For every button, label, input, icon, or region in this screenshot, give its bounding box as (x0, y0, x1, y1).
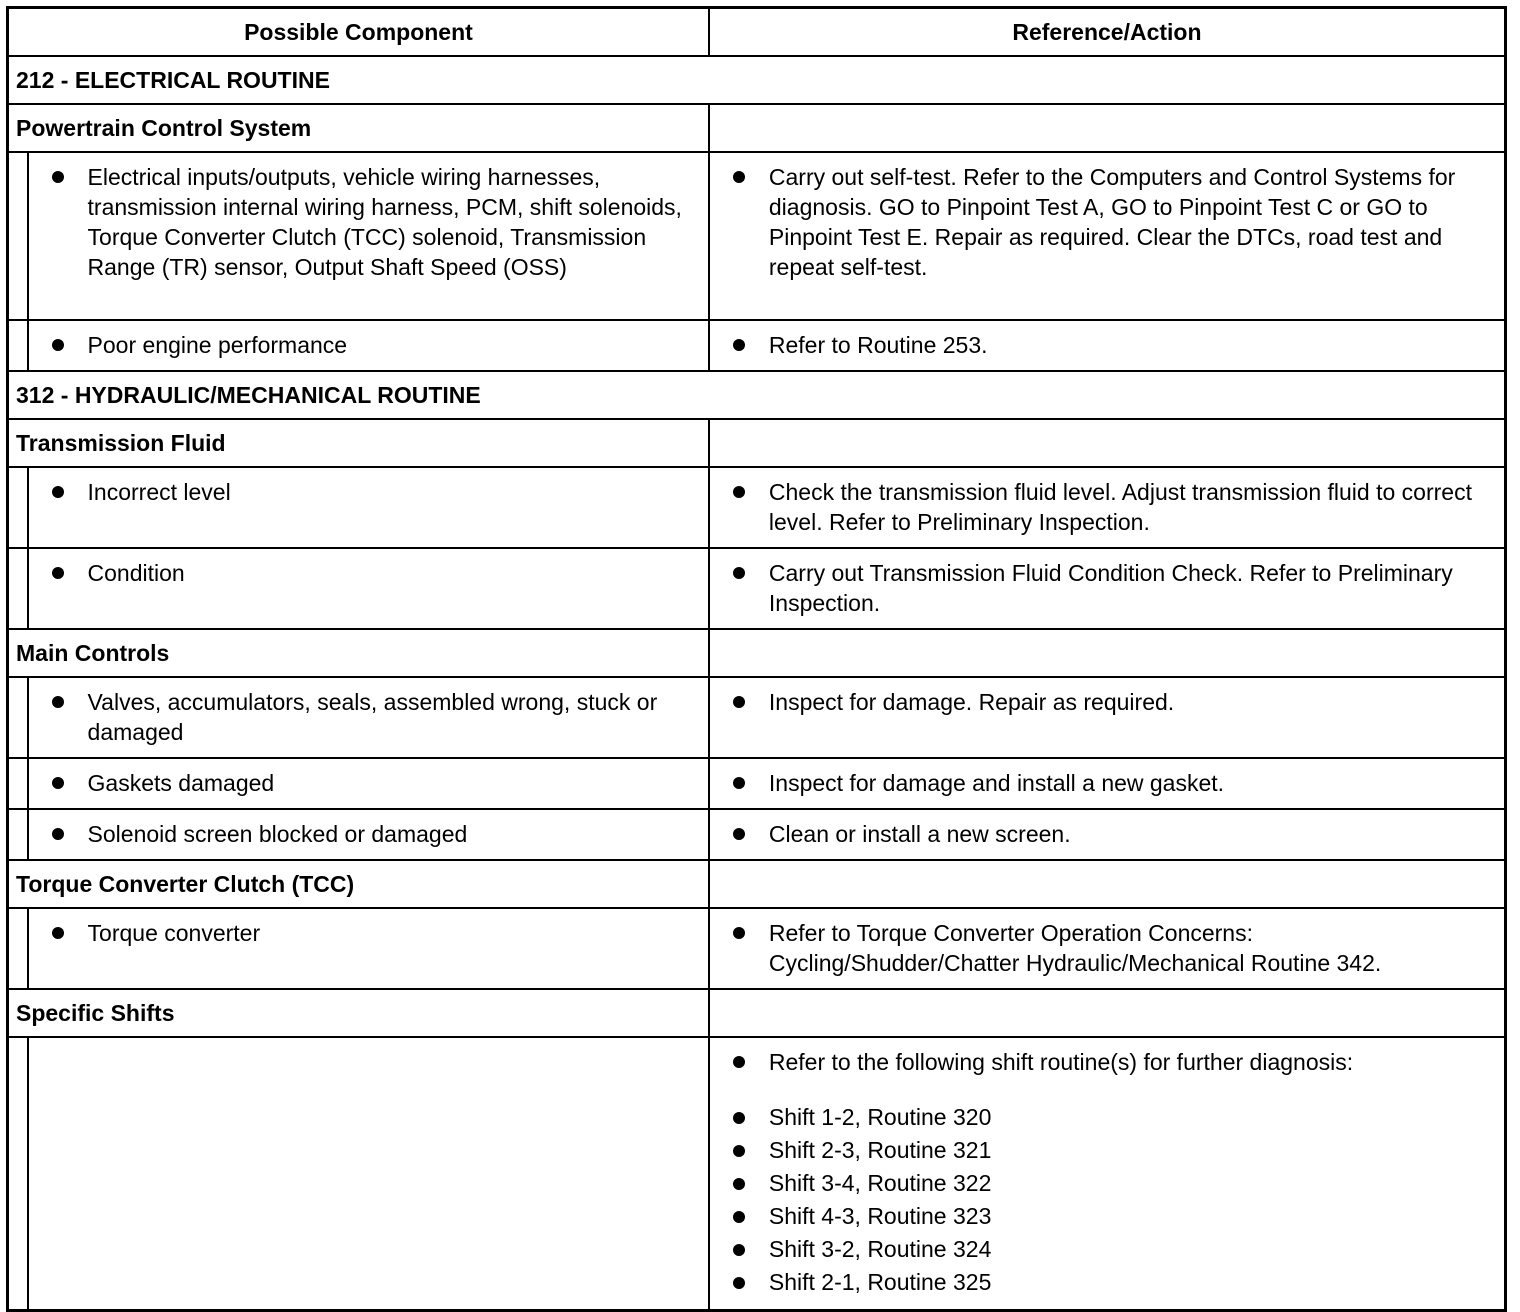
header-possible-component: Possible Component (8, 8, 709, 57)
group-row (8, 989, 1506, 1037)
table-row (8, 320, 1506, 371)
shift-routine-text: Shift 2-3, Routine 321 (768, 1137, 992, 1163)
empty-cell (709, 629, 1506, 677)
action-text: Refer to Routine 253. (768, 332, 988, 358)
empty-cell (709, 860, 1506, 908)
list-item (729, 768, 1492, 798)
bullet-icon (733, 1112, 745, 1124)
list-item (729, 819, 1492, 849)
table-row (8, 908, 1506, 989)
section-row (8, 56, 1506, 104)
action-text: Inspect for damage and install a new gasket. (768, 770, 1225, 796)
component-text: Torque converter (87, 920, 261, 946)
group-title-main-controls: Main Controls (8, 629, 709, 677)
table-row (8, 677, 1506, 758)
bullet-icon (733, 567, 745, 579)
list-item (729, 1233, 1492, 1266)
list-item (729, 558, 1492, 618)
action-cell (709, 548, 1506, 629)
component-text: Condition (87, 560, 185, 586)
table-row (8, 467, 1506, 548)
component-cell (28, 758, 709, 809)
component-cell (28, 152, 709, 320)
bullet-icon (733, 828, 745, 840)
action-text: Refer to Torque Converter Operation Concerns: Cycling/Shudder/Chatter Hydraulic/Mechanical Routine 342. (768, 920, 1382, 976)
empty-cell (709, 989, 1506, 1037)
list-item (729, 477, 1492, 537)
table-row (8, 548, 1506, 629)
bullet-icon (52, 828, 64, 840)
bullet-icon (733, 1244, 745, 1256)
list-item (48, 330, 696, 360)
action-text: Carry out Transmission Fluid Condition Check. Refer to Preliminary Inspection. (768, 560, 1453, 616)
indent-cell (8, 908, 28, 989)
action-cell (709, 758, 1506, 809)
bullet-icon (733, 1145, 745, 1157)
indent-cell (8, 152, 28, 320)
list-item (48, 819, 696, 849)
action-cell (709, 152, 1506, 320)
action-cell (709, 467, 1506, 548)
indent-cell (8, 677, 28, 758)
bullet-icon (733, 339, 745, 351)
bullet-icon (52, 567, 64, 579)
list-item (48, 558, 696, 588)
empty-cell (709, 104, 1506, 152)
group-title-specific-shifts: Specific Shifts (8, 989, 709, 1037)
bullet-icon (52, 927, 64, 939)
group-title-powertrain: Powertrain Control System (8, 104, 709, 152)
list-item (729, 1047, 1492, 1077)
table-row (8, 152, 1506, 320)
action-text: Clean or install a new screen. (768, 821, 1071, 847)
section-title-electrical: 212 - ELECTRICAL ROUTINE (8, 56, 1506, 104)
component-text: Electrical inputs/outputs, vehicle wiring harnesses, transmission internal wiring harness, PCM, shift solenoids, Torque Converter Clutch (TCC) solenoid, Transmission Range (TR) sensor, Output Shaft Speed (OSS) (87, 164, 682, 280)
bullet-icon (733, 486, 745, 498)
table-row (8, 809, 1506, 860)
component-text: Solenoid screen blocked or damaged (87, 821, 468, 847)
bullet-icon (733, 1211, 745, 1223)
action-text: Carry out self-test. Refer to the Computers and Control Systems for diagnosis. GO to Pinpoint Test A, GO to Pinpoint Test C or GO to Pinpoint Test E. Repair as required. Clear the DTCs, road test and repeat self-test. (768, 164, 1456, 280)
component-text: Valves, accumulators, seals, assembled wrong, stuck or damaged (87, 689, 658, 745)
group-row (8, 860, 1506, 908)
action-cell (709, 320, 1506, 371)
section-title-hydraulic: 312 - HYDRAULIC/MECHANICAL ROUTINE (8, 371, 1506, 419)
list-item (729, 1101, 1492, 1134)
diagnosis-table (6, 6, 1507, 1312)
list-item (48, 768, 696, 798)
group-title-tcc: Torque Converter Clutch (TCC) (8, 860, 709, 908)
header-reference-action: Reference/Action (709, 8, 1506, 57)
list-item (48, 687, 696, 747)
component-cell (28, 467, 709, 548)
empty-cell (709, 419, 1506, 467)
shift-routine-text: Shift 1-2, Routine 320 (768, 1104, 992, 1130)
component-text: Poor engine performance (87, 332, 348, 358)
action-text: Check the transmission fluid level. Adjust transmission fluid to correct level. Refer to Preliminary Inspection. (768, 479, 1472, 535)
shift-routine-text: Shift 3-2, Routine 324 (768, 1236, 992, 1262)
list-item (729, 1200, 1492, 1233)
list-item (729, 1134, 1492, 1167)
shift-routine-list (729, 1101, 1492, 1299)
shift-routine-text: Shift 4-3, Routine 323 (768, 1203, 992, 1229)
bullet-icon (733, 171, 745, 183)
section-row (8, 371, 1506, 419)
bullet-icon (52, 486, 64, 498)
list-item (48, 162, 696, 282)
action-cell (709, 809, 1506, 860)
bullet-icon (733, 927, 745, 939)
indent-cell (8, 1037, 28, 1311)
indent-cell (8, 758, 28, 809)
action-text: Inspect for damage. Repair as required. (768, 689, 1175, 715)
indent-cell (8, 320, 28, 371)
bullet-icon (733, 1056, 745, 1068)
list-item (729, 162, 1492, 282)
bullet-icon (52, 777, 64, 789)
group-row (8, 104, 1506, 152)
list-item (729, 330, 1492, 360)
group-title-transmission-fluid: Transmission Fluid (8, 419, 709, 467)
indent-cell (8, 548, 28, 629)
list-item (729, 687, 1492, 717)
bullet-icon (52, 171, 64, 183)
group-row (8, 419, 1506, 467)
table-row (8, 758, 1506, 809)
shift-routine-text: Shift 2-1, Routine 325 (768, 1269, 992, 1295)
component-cell (28, 548, 709, 629)
bullet-icon (733, 696, 745, 708)
group-row (8, 629, 1506, 677)
component-cell (28, 908, 709, 989)
list-item (48, 477, 696, 507)
list-item (729, 1167, 1492, 1200)
component-text: Incorrect level (87, 479, 231, 505)
indent-cell (8, 467, 28, 548)
component-cell (28, 320, 709, 371)
list-item (729, 1266, 1492, 1299)
action-cell (709, 1037, 1506, 1311)
action-cell (709, 908, 1506, 989)
header-row (8, 8, 1506, 57)
indent-cell (8, 809, 28, 860)
bullet-icon (733, 777, 745, 789)
bullet-icon (733, 1277, 745, 1289)
bullet-icon (733, 1178, 745, 1190)
action-text: Refer to the following shift routine(s) for further diagnosis: (768, 1049, 1354, 1075)
component-cell (28, 809, 709, 860)
component-text: Gaskets damaged (87, 770, 275, 796)
table-row (8, 1037, 1506, 1311)
list-item (729, 918, 1492, 978)
shift-routine-text: Shift 3-4, Routine 322 (768, 1170, 992, 1196)
bullet-icon (52, 339, 64, 351)
action-cell (709, 677, 1506, 758)
list-item (48, 918, 696, 948)
component-cell-empty (28, 1037, 709, 1311)
component-cell (28, 677, 709, 758)
bullet-icon (52, 696, 64, 708)
